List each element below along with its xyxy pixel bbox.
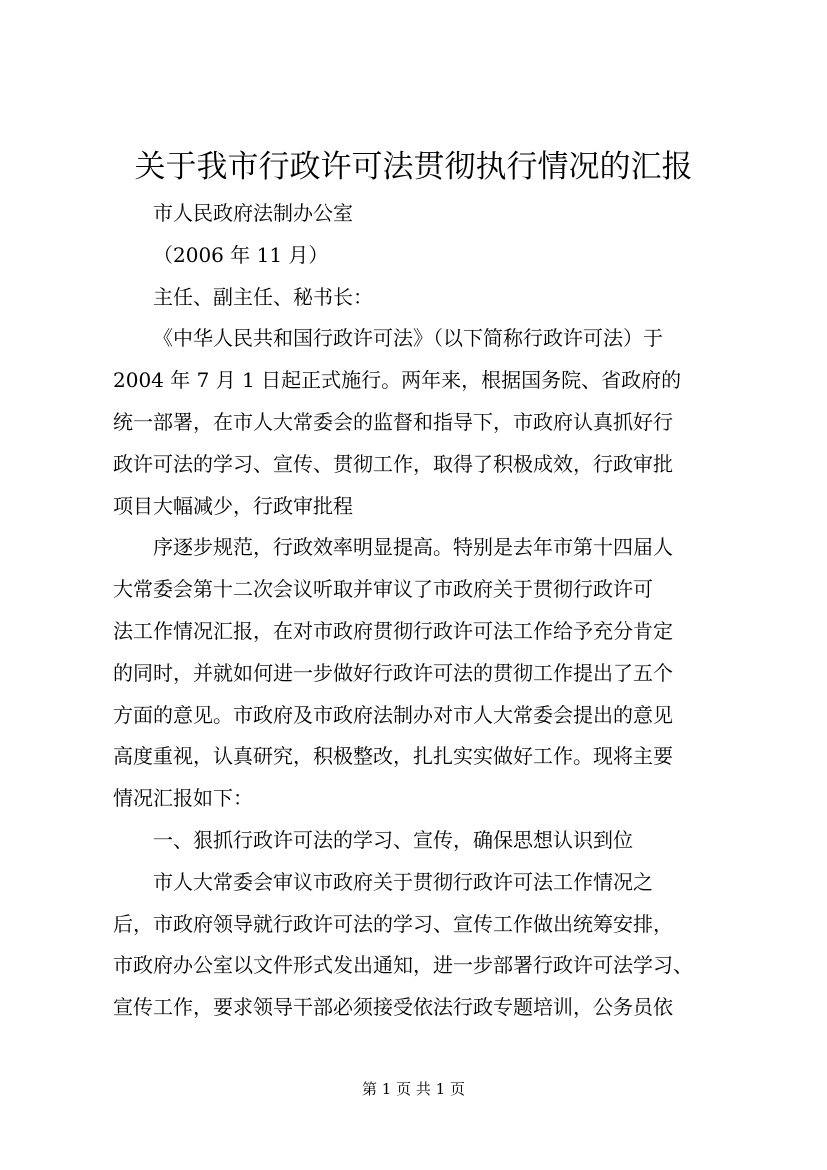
- paragraph-line: 《中华人民共和国行政许可法》（以下简称行政许可法）于: [153, 326, 663, 351]
- paragraph-line: 的同时，并就如何进一步做好行政许可法的贯彻工作提出了五个: [113, 660, 673, 685]
- date-line: （2006 年 11 月）: [153, 242, 329, 267]
- paragraph-line: 市人大常委会审议市政府关于贯彻行政许可法工作情况之: [153, 869, 653, 894]
- document-title: 关于我市行政许可法贯彻执行情况的汇报: [134, 149, 693, 185]
- paragraph-line: 后，市政府领导就行政许可法的学习、宣传工作做出统筹安排，: [113, 911, 673, 936]
- paragraph-line: 宣传工作，要求领导干部必须接受依法行政专题培训，公务员依: [113, 995, 673, 1020]
- paragraph-line: 方面的意见。市政府及市政府法制办对市人大常委会提出的意见: [113, 702, 673, 727]
- author-line: 市人民政府法制办公室: [153, 201, 353, 225]
- paragraph-line: 序逐步规范，行政效率明显提高。特别是去年市第十四届人: [153, 535, 673, 560]
- paragraph-line: 统一部署，在市人大常委会的监督和指导下，市政府认真抓好行: [113, 409, 673, 434]
- paragraph-line: 法工作情况汇报，在对市政府贯彻行政许可法工作给予充分肯定: [113, 618, 673, 643]
- section-heading: 一、狠抓行政许可法的学习、宣传，确保思想认识到位: [153, 827, 633, 852]
- paragraph-line: 项目大幅减少，行政审批程: [113, 493, 353, 518]
- page-number-footer: 第 1 页 共 1 页: [362, 1080, 465, 1098]
- paragraph-line: 情况汇报如下：: [113, 786, 253, 811]
- salutation-line: 主任、副主任、秘书长：: [153, 284, 373, 309]
- paragraph-line: 政许可法的学习、宣传、贯彻工作，取得了积极成效，行政审批: [113, 451, 673, 476]
- paragraph-line: 2004 年 7 月 1 日起正式施行。两年来，根据国务院、省政府的: [113, 368, 682, 393]
- paragraph-line: 大常委会第十二次会议听取并审议了市政府关于贯彻行政许可: [113, 577, 653, 602]
- paragraph-line: 高度重视，认真研究，积极整改，扎扎实实做好工作。现将主要: [113, 744, 673, 769]
- paragraph-line: 市政府办公室以文件形式发出通知，进一步部署行政许可法学习、: [113, 953, 693, 978]
- document-body: [113, 193, 738, 1029]
